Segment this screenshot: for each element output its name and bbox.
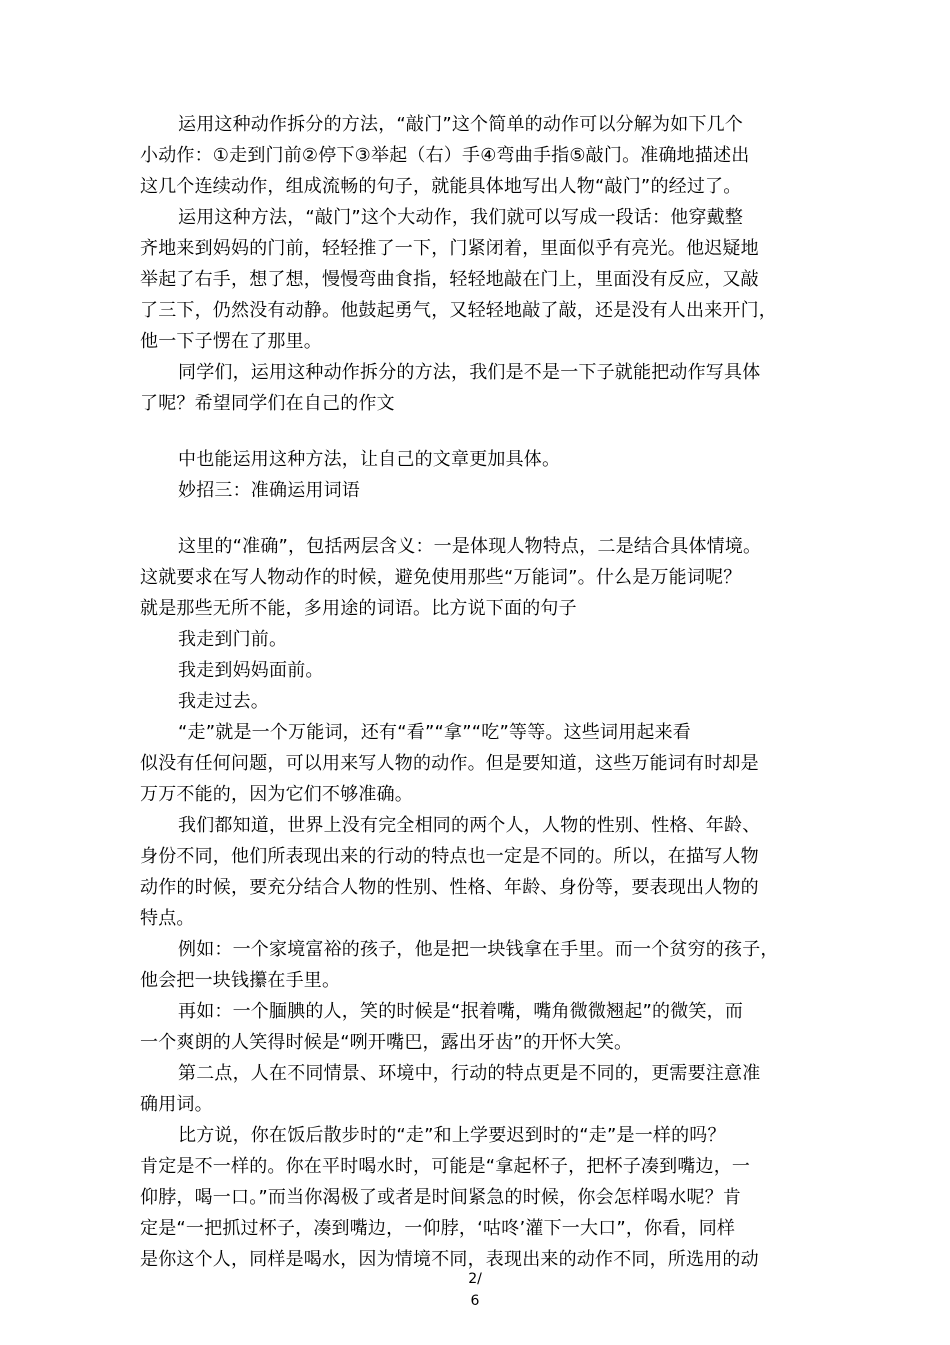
text-line: 特点。 [140, 908, 195, 929]
text-line: 确用词。 [140, 1094, 213, 1115]
text-line: 身份不同，他们所表现出来的行动的特点也一定是不同的。所以，在描写人物 [140, 846, 759, 867]
text-line: 比方说，你在饭后散步时的“走”和上学要迟到时的“走”是一样的吗？ [178, 1125, 726, 1146]
text-line: 定是“一把抓过杯子，凑到嘴边，一仰脖，‘咕咚’灌下一大口”，你看，同样 [140, 1218, 736, 1239]
text-line: 举起了右手，想了想，慢慢弯曲食指，轻轻地敲在门上，里面没有反应，又敲 [140, 269, 759, 290]
text-line: 一个爽朗的人笑得时候是“咧开嘴巴，露出牙齿”的开怀大笑。 [140, 1032, 633, 1053]
text-line: 我们都知道，世界上没有完全相同的两个人，人物的性别、性格、年龄、 [178, 815, 761, 836]
page-number-bottom: 6 [470, 1293, 480, 1309]
text-line: 了三下，仍然没有动静。他鼓起勇气，又轻轻地敲了敲，还是没有人出来开门， [140, 300, 777, 321]
text-line: 就是那些无所不能，多用途的词语。比方说下面的句子 [140, 598, 577, 619]
text-line: 这就要求在写人物动作的时候，避免使用那些“万能词”。什么是万能词呢？ [140, 567, 742, 588]
text-line: 这几个连续动作，组成流畅的句子，就能具体地写出人物“敲门”的经过了。 [140, 176, 742, 197]
page-number-top: 2/ [468, 1271, 482, 1287]
text-line: 他会把一块钱攥在手里。 [140, 970, 341, 991]
text-line: 中也能运用这种方法，让自己的文章更加具体。 [178, 449, 561, 470]
text-line: 例如：一个家境富裕的孩子，他是把一块钱拿在手里。而一个贫穷的孩子， [178, 939, 779, 960]
text-line: 我走到妈妈面前。 [178, 660, 324, 681]
text-line: 万万不能的，因为它们不够准确。 [140, 784, 413, 805]
text-line: 再如：一个腼腆的人，笑的时候是“抿着嘴，嘴角微微翘起”的微笑，而 [178, 1001, 744, 1022]
text-line: 似没有任何问题，可以用来写人物的动作。但是要知道，这些万能词有时却是 [140, 753, 759, 774]
text-line: 运用这种方法，“敲门”这个大动作，我们就可以写成一段话：他穿戴整 [178, 207, 744, 228]
text-line: 仰脖，喝一口。”而当你渴极了或者是时间紧急的时候，你会怎样喝水呢？肯 [140, 1187, 742, 1208]
text-line: 了呢？希望同学们在自己的作文 [140, 393, 395, 414]
text-line: 我走过去。 [178, 691, 269, 712]
text-line: 是你这个人，同样是喝水，因为情境不同，表现出来的动作不同，所选用的动 [140, 1249, 759, 1270]
text-line: 他一下子愣在了那里。 [140, 331, 322, 352]
text-line: 我走到门前。 [178, 629, 288, 650]
text-line: 动作的时候，要充分结合人物的性别、性格、年龄、身份等，要表现出人物的 [140, 877, 759, 898]
text-line: “走”就是一个万能词，还有“看”“拿”“吃”等等。这些词用起来看 [178, 722, 691, 743]
section-heading: 妙招三：准确运用词语 [178, 480, 360, 501]
text-line: 运用这种动作拆分的方法，“敲门”这个简单的动作可以分解为如下几个 [178, 114, 744, 135]
text-line: 这里的“准确”，包括两层含义：一是体现人物特点，二是结合具体情境。 [178, 536, 762, 557]
text-line: 肯定是不一样的。你在平时喝水时，可能是“拿起杯子，把杯子凑到嘴边，一 [140, 1156, 751, 1177]
text-line: 小动作：①走到门前②停下③举起（右）手④弯曲手指⑤敲门。准确地描述出 [140, 145, 750, 166]
text-line: 同学们，运用这种动作拆分的方法，我们是不是一下子就能把动作写具体 [178, 362, 761, 383]
text-line: 齐地来到妈妈的门前，轻轻推了一下，门紧闭着，里面似乎有亮光。他迟疑地 [140, 238, 759, 259]
text-line: 第二点，人在不同情景、环境中，行动的特点更是不同的，更需要注意准 [178, 1063, 761, 1084]
